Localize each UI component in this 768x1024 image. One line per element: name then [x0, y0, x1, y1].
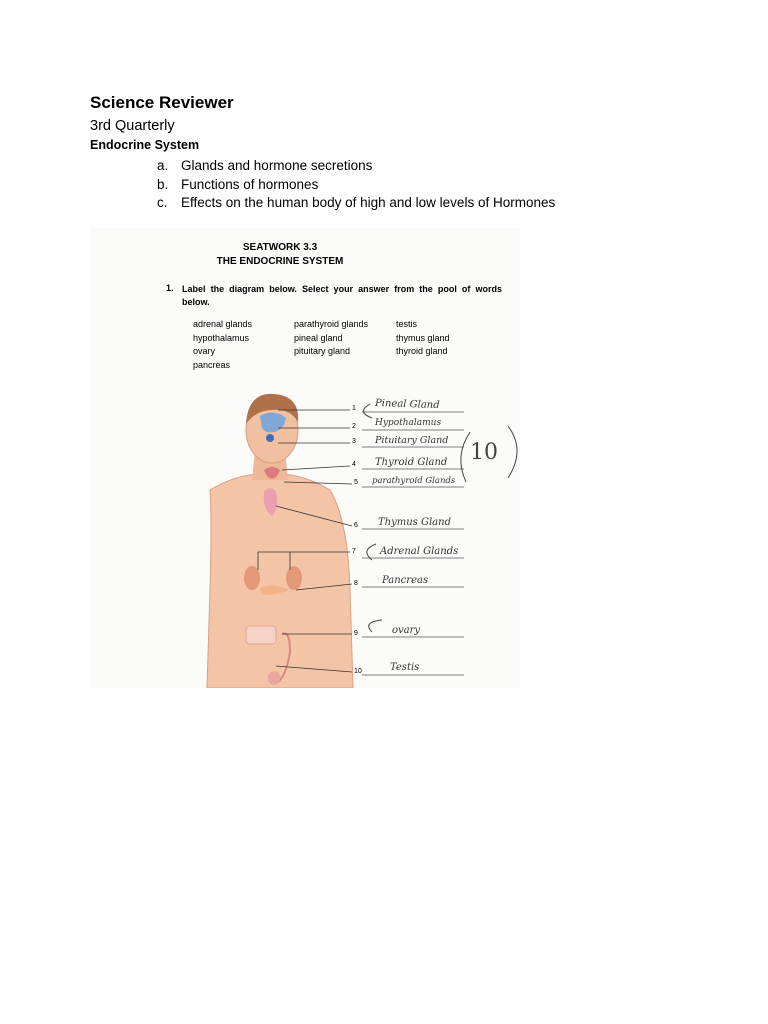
handwritten-answer: parathyroid Glands	[372, 476, 456, 486]
pool-word: hypothalamus	[193, 332, 250, 343]
pool-word: pineal gland	[294, 332, 343, 343]
topic-heading: Endocrine System	[90, 138, 200, 152]
question-text: Label the diagram below. Select your answer from the pool of words below.	[182, 284, 502, 307]
label-number: 2	[352, 423, 356, 430]
label-number: 6	[354, 522, 358, 529]
label-number: 10	[354, 668, 362, 675]
handwritten-answer: Hypothalamus	[375, 418, 442, 428]
pool-word: pancreas	[193, 359, 231, 370]
question-number: 1.	[166, 283, 174, 293]
label-number: 4	[352, 461, 356, 468]
handwritten-score: 10	[470, 440, 498, 465]
label-number: 7	[352, 548, 356, 555]
pool-word: thymus gland	[396, 332, 450, 343]
outline-marker: a.	[157, 158, 169, 173]
label-number: 8	[354, 580, 358, 587]
handwritten-answer: Testis	[390, 662, 420, 673]
seatwork-title: SEATWORK 3.3	[242, 242, 318, 253]
pool-word: testis	[396, 319, 418, 329]
outline-text: Functions of hormones	[181, 176, 319, 192]
seatwork-subtitle: THE ENDOCRINE SYSTEM	[216, 256, 344, 267]
document-title: Science Reviewer	[90, 93, 234, 112]
handwritten-answer: ovary	[392, 625, 421, 636]
handwritten-answer: Pineal Gland	[374, 397, 440, 412]
pool-word: adrenal glands	[193, 319, 253, 329]
pool-word: pituitary gland	[294, 346, 351, 356]
label-number: 3	[352, 438, 356, 445]
handwritten-answer: Adrenal Glands	[380, 546, 459, 557]
label-number: 5	[354, 479, 358, 486]
pool-word: parathyroid glands	[294, 319, 369, 329]
handwritten-answer: Pituitary Gland	[375, 435, 449, 446]
handwritten-answer: Pancreas	[382, 575, 429, 586]
handwritten-answer: Thymus Gland	[378, 517, 451, 528]
label-number: 9	[354, 630, 358, 637]
outline-text: Effects on the human body of high and low levels of Hormones	[181, 195, 556, 210]
label-number: 1	[352, 405, 356, 412]
handwritten-answer: Thyroid Gland	[375, 457, 448, 468]
outline-marker: b.	[157, 176, 169, 192]
pool-word: ovary	[193, 346, 216, 356]
document-subtitle: 3rd Quarterly	[90, 118, 175, 134]
pool-word: thyroid gland	[396, 346, 448, 356]
outline-text: Glands and hormone secretions	[181, 158, 373, 173]
outline-marker: c.	[157, 195, 168, 210]
